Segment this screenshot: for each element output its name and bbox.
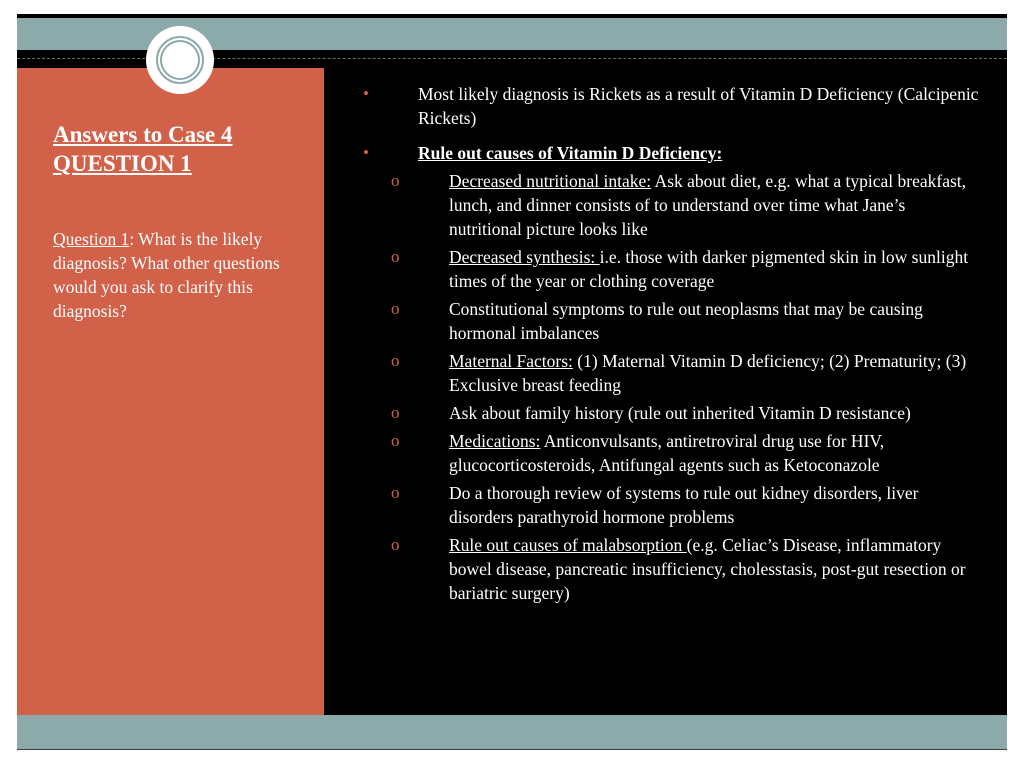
slide [17, 14, 1007, 750]
subbullet-item [357, 533, 982, 605]
bullet-icon: • [363, 84, 369, 103]
subbullet-item [357, 297, 982, 345]
subbullet-text: (1) Maternal Vitamin D deficiency; (2) Prematurity; (3) Exclusive breast feeding [449, 351, 967, 395]
subbullet-icon: o [391, 431, 400, 450]
bullet-item [357, 141, 982, 165]
subbullet-icon: o [391, 535, 400, 554]
subbullet-icon: o [391, 247, 400, 266]
title-line-1: Answers to Case 4 [53, 122, 233, 147]
page-title [53, 120, 313, 178]
subbullet-icon: o [391, 299, 400, 318]
subbullet-label: Maternal Factors: [449, 351, 573, 371]
subbullet-text: Do a thorough review of systems to rule out kidney disorders, liver disorders parathyroid hormone problems [449, 483, 919, 527]
subbullet-item [357, 481, 982, 529]
subbullet-label: Decreased nutritional intake: [449, 171, 652, 191]
subbullet-icon: o [391, 483, 400, 502]
title-line-2: QUESTION 1 [53, 151, 192, 176]
subbullet-label: Medications: [449, 431, 541, 451]
subbullet-label: Rule out causes of malabsorption [449, 535, 687, 555]
question-body: : What is the likely diagnosis? What other questions would you ask to clarify this diagnosis? [53, 229, 280, 321]
circle-ring-icon [146, 26, 214, 94]
subbullet-item [357, 169, 982, 241]
subbullet-text: Ask about family history (rule out inherited Vitamin D resistance) [449, 403, 911, 423]
subbullet-text: i.e. those with darker pigmented skin in low sunlight times of the year or clothing coverage [449, 247, 969, 291]
subbullet-item [357, 349, 982, 397]
bullet-item [357, 82, 982, 130]
bottom-divider [17, 749, 1007, 750]
subbullet-text: Ask about diet, e.g. what a typical breakfast, lunch, and dinner consists of to understand over time what Jane’s nutritional picture looks like [449, 171, 967, 239]
question-label: Question 1 [53, 229, 130, 249]
question-text [53, 227, 303, 323]
subbullet-item [357, 245, 982, 293]
bullet-heading: Rule out causes of Vitamin D Deficiency: [418, 143, 723, 163]
bottom-band [17, 715, 1007, 749]
subbullet-item [357, 429, 982, 477]
subbullet-text: Anticonvulsants, antiretroviral drug use for HIV, glucocorticosteroids, Antifungal agents such as Ketoconazole [449, 431, 885, 475]
subbullet-text: Constitutional symptoms to rule out neoplasms that may be causing hormonal imbalances [449, 299, 923, 343]
bullet-text: Most likely diagnosis is Rickets as a result of Vitamin D Deficiency (Calcipenic Rickets) [418, 84, 979, 128]
subbullet-icon: o [391, 351, 400, 370]
subbullet-icon: o [391, 403, 400, 422]
bullet-icon: • [363, 143, 369, 162]
subbullet-label: Decreased synthesis: [449, 247, 600, 267]
subbullet-icon: o [391, 171, 400, 190]
content-list [357, 82, 982, 605]
subbullet-item [357, 401, 982, 425]
subbullet-text: (e.g. Celiac’s Disease, inflammatory bowel disease, pancreatic insufficiency, cholesstasis, post-gut resection or bariatric surgery) [449, 535, 966, 603]
